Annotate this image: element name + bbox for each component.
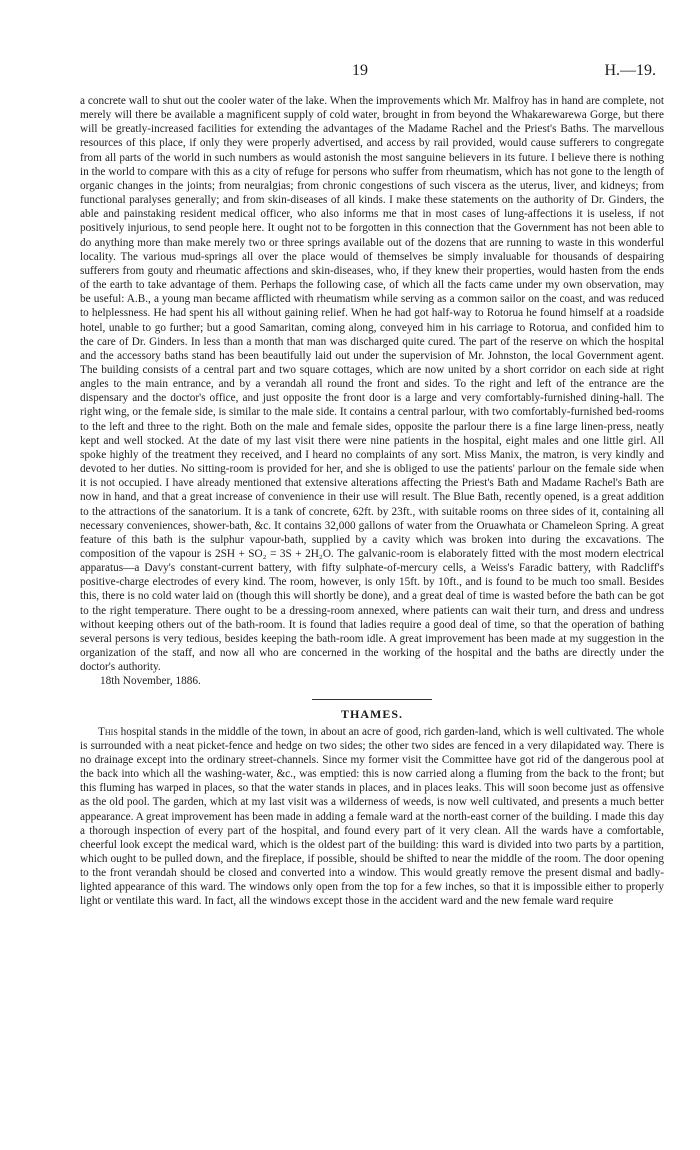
- page-header: [0, 62, 700, 82]
- thames-paragraph: [80, 725, 664, 909]
- page-number: 19: [352, 62, 368, 79]
- section-title-thames: THAMES.: [340, 706, 403, 721]
- thames-first-word: This: [98, 725, 118, 738]
- section-divider: [312, 699, 432, 700]
- rotorua-paragraph: a concrete wall to shut out the cooler water of the lake. When the improvements which Mr. Malfroy has in hand are complete, not merely will there be available a magnificent supply of cold water, brought in from beyond the Whakarewarewa Gorge, but there will be greatly-increased facilities for extending the advantages of the Madame Rachel and the Priest's Baths. The marvellous resources of this place, if only they were properly advertised, and access by rail provided, would cause sufferers to congregate from all parts of the world in such numbers as would astonish the most sanguine believers in its future. I believe there is nothing in the world to compare with this as a city of refuge for persons who suffer from rheumatism, which has not gone to the length of organic changes in the joints; from neuralgias; from chronic congestions of such viscera as the uterus, liver, and kidneys; from functional paralyses generally; and from skin-diseases of all kinds. I make these statements on the authority of Dr. Ginders, the able and painstaking resident medical officer, who also informs me that in most cases of lung-affections it is useless, if not positively injurious, to send people here. It ought not to be forgotten in this connection that the Government has not been able to do anything more than make merely two or three springs available out of the dozens that are running to waste in this wonderful locality. The various mud-springs all over the place would of themselves be simply invaluable for thousands of despairing sufferers from gouty and rheumatic affections and skin-diseases, who, if they knew their properties, would hasten from the ends of the earth to take advantage of them. Perhaps the following case, of which all the facts came under my own observation, may be useful: A.B., a young man became afflicted with rheumatism while serving as a common sailor on the coast, and was reduced to helplessness. He had spent his all without gaining relief. When he had got half-way to Rotorua he found himself at a roadside hotel, unable to go further; but a good Samaritan, coming along, conveyed him in his carriage to Rotorua, and confided him to the care of Dr. Ginders. In less than a month that man was discharged quite cured. The part of the reserve on which the hospital and the accessory baths stand has been beautifully laid out under the supervision of Mr. Johnston, the local Government agent. The building consists of a central part and two square cottages, which are now united by a short corridor on each side at right angles to the main entrance, and by a verandah all round the front and sides. To the right and left of the entrance are the dispensary and the doctor's office, and just opposite the front door is a large and very comfortably-furnished dining-hall. The right wing, or the female side, is similar to the male side. It contains a central parlour, with two comfortably-furnished bed-rooms to the left and three to the right. Both on the male and female sides, opposite the parlour there is a fine large linen-press, neatly kept and well stocked. At the date of my last visit there were nine patients in the hospital, eight males and one little girl. All spoke highly of the treatment they received, and I heard no complaints of any sort. Miss Manix, the matron, is very kindly and devoted to her duties. No sitting-room is provided for her, and she is obliged to use the patients' parlour on the female side when it is not occupied. I have already mentioned that extensive alterations affecting the Priest's Bath and Madame Rachel's Bath are now in hand, and that a great increase of convenience in their use will result. The Blue Bath, recently opened, is a great addition to the attractions of the sanatorium. It is a tank of concrete, 62ft. by 23ft., with suitable rooms on three sides of it, containing all necessary conveniences, shower-bath, &c. It contains 32,000 gallons of water from the Oruawhata or Chameleon Spring. A great feature of this bath is the sulphur vapour-bath, supplied by a cavity which was broken into during the excavations. The composition of the vapour is 2SH + SO₂ = 3S + 2H₂O. The galvanic-room is elaborately fitted with the most modern electrical apparatus—a Davy's constant-current battery, with fifty sulphate-of-mercury cells, a Weiss's Faradic battery, with Radcliff's positive-charge electrodes of every kind. The room, however, is only 15ft. by 10ft., and is found to be much too small. Besides this, there is no cold water laid on (though this will shortly be done), and a great deal of time is wasted before the bath can be got to the right temperature. There ought to be a dressing-room annexed, where patients can wait their turn, and dress and undress without keeping others out of the bath-room. It is found that ladies require a good deal of time, so that the operation of bathing several persons is very tedious, besides keeping the bath-room idle. A great improvement has been made at my suggestion in the organization of the staff, and now all who are concerned in the working of the hospital and the baths are directly under the doctor's authority.: [80, 95, 664, 674]
- report-date: 18th November, 1886.: [100, 675, 201, 688]
- thames-paragraph-text: hospital stands in the middle of the town, in about an acre of good, rich garden-land, which is well cultivated. The whole is surrounded with a neat picket-fence and hedge on two sides; the other two sides are fenced in a very dilapidated way. There is no drainage except into the ordinary street-channels. Since my former visit the Committee have got rid of the dangerous pool at the back into which all the washing-water, &c., was emptied: this is now carried along a fluming from the back to the front; but this fluming has warped in places, so that the water stands in places, and in places leaks. This will soon become just as offensive as the old pool. The garden, which at my last visit was a wilderness of weeds, is now well cultivated, and presents a much better appearance. A great improvement has been made in adding a female ward at the north-east corner of the building. I made this day a thorough inspection of every part of the hospital, and found every part of it very clean. All the wards have a comfortable, cheerful look except the medical ward, which is the oldest part of the building: this ward is divided into two parts by a partition, which ought to be pulled down, and the fireplace, if possible, should be shifted to near the middle of the room. The door opening to the front verandah should be closed and converted into a window. This would greatly remove the present dismal and badly-lighted appearance of this ward. The windows only open from the top for a few inches, so that it is impossible either to properly light or ventilate this ward. In fact, all the windows except those in the accident ward and the new female ward require: [80, 725, 664, 908]
- document-reference: H.—19.: [604, 62, 656, 79]
- page-body: [80, 94, 664, 909]
